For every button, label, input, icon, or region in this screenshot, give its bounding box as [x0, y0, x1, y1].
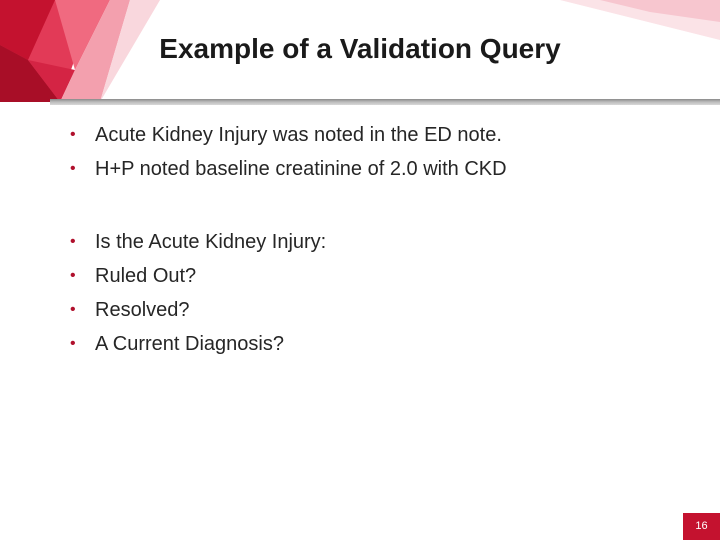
- list-item: [70, 259, 326, 293]
- bullet-text: Resolved?: [95, 299, 190, 321]
- bullet-icon: •: [70, 126, 76, 143]
- bullet-icon: •: [70, 160, 76, 177]
- bullet-icon: •: [70, 233, 76, 250]
- page-number-badge: 16: [683, 513, 720, 540]
- bullet-text: Is the Acute Kidney Injury:: [95, 231, 327, 253]
- page-title: Example of a Validation Query: [159, 33, 561, 64]
- bullet-icon: •: [70, 301, 76, 318]
- list-item: [70, 118, 507, 152]
- bullet-text: A Current Diagnosis?: [95, 333, 284, 355]
- bullet-text: H+P noted baseline creatinine of 2.0 with CKD: [95, 158, 507, 180]
- list-item: [70, 327, 326, 361]
- bullet-text: Acute Kidney Injury was noted in the ED note.: [95, 124, 502, 146]
- list-item: [70, 152, 507, 186]
- list-item: [70, 293, 326, 327]
- title-divider: [50, 99, 720, 105]
- bullet-list-findings: [70, 118, 507, 186]
- bullet-list-query: [70, 225, 326, 361]
- bullet-icon: •: [70, 335, 76, 352]
- bullet-icon: •: [70, 267, 76, 284]
- bullet-text: Ruled Out?: [95, 265, 197, 287]
- header-band: [0, 0, 720, 102]
- list-item: [70, 225, 326, 259]
